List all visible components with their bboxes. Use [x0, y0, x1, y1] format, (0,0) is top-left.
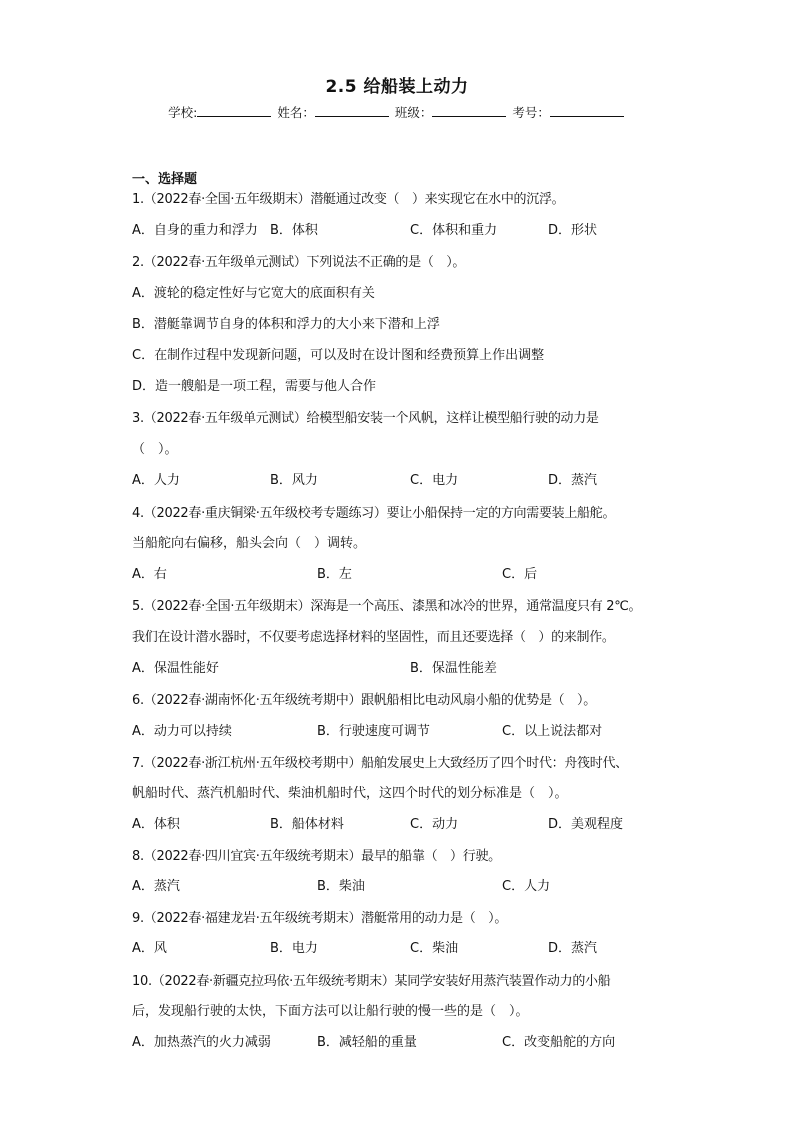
q2-option-a[interactable]: A．渡轮的稳定性好与它宽大的底面积有关	[132, 286, 375, 301]
question-2: 2.（2022春·五年级单元测试）下列说法不正确的是（ ）。	[132, 255, 466, 270]
q1-option-a[interactable]: A．自身的重力和浮力	[132, 223, 258, 238]
question-4-line-1: 4.（2022春·重庆铜梁·五年级校考专题练习）要让小船保持一定的方向需要装上船舵。	[132, 506, 616, 521]
worksheet-title: 2.5 给船装上动力	[325, 77, 469, 97]
q4-option-b[interactable]: B．左	[317, 567, 352, 582]
school-label: 学校:	[168, 105, 198, 120]
question-7-line-2: 帆船时代、蒸汽机船时代、柴油机船时代，这四个时代的划分标准是（ ）。	[132, 786, 568, 801]
q3-option-c[interactable]: C．电力	[410, 473, 459, 488]
q6-option-c[interactable]: C．以上说法都对	[502, 724, 603, 739]
q5-option-a[interactable]: A．保温性能好	[132, 661, 219, 676]
q1-option-d[interactable]: D．形状	[548, 223, 598, 238]
q8-option-c[interactable]: C．人力	[502, 879, 551, 894]
q9-option-d[interactable]: D．蒸汽	[548, 941, 598, 956]
q7-option-a[interactable]: A．体积	[132, 817, 180, 832]
question-5-line-1: 5.（2022春·全国·五年级期末）深海是一个高压、漆黑和冰冷的世界，通常温度只有 2℃。	[132, 599, 642, 614]
question-3-line-1: 3.（2022春·五年级单元测试）给模型船安装一个风帆，这样让模型船行驶的动力是	[132, 411, 599, 426]
q9-option-a[interactable]: A．风	[132, 941, 167, 956]
q6-option-b[interactable]: B．行驶速度可调节	[317, 724, 430, 739]
question-7-line-1: 7.（2022春·浙江杭州·五年级校考期中）船舶发展史上大致经历了四个时代：舟筏时代、	[132, 756, 628, 771]
q4-option-c[interactable]: C．后	[502, 567, 538, 582]
q3-option-a[interactable]: A．人力	[132, 473, 180, 488]
q1-option-b[interactable]: B．体积	[270, 223, 318, 238]
q2-option-d[interactable]: D．造一艘船是一项工程，需要与他人合作	[132, 379, 377, 394]
q5-option-b[interactable]: B．保温性能差	[410, 661, 497, 676]
exam-number-blank[interactable]	[550, 104, 624, 117]
q3-option-b[interactable]: B．风力	[270, 473, 318, 488]
question-1: 1.（2022春·全国·五年级期末）潜艇通过改变（ ）来实现它在水中的沉浮。	[132, 192, 565, 207]
q7-option-d[interactable]: D．美观程度	[548, 817, 624, 832]
student-info	[0, 103, 794, 121]
question-3-line-2: （ ）。	[132, 442, 178, 457]
q3-option-d[interactable]: D．蒸汽	[548, 473, 598, 488]
q2-option-b[interactable]: B．潜艇靠调节自身的体积和浮力的大小来下潜和上浮	[132, 317, 440, 332]
q9-option-c[interactable]: C．柴油	[410, 941, 459, 956]
q8-option-b[interactable]: B．柴油	[317, 879, 365, 894]
q1-option-c[interactable]: C．体积和重力	[410, 223, 498, 238]
q10-option-a[interactable]: A．加热蒸汽的火力减弱	[132, 1035, 271, 1050]
q7-option-c[interactable]: C．动力	[410, 817, 459, 832]
question-4-line-2: 当船舵向右偏移，船头会向（ ）调转。	[132, 536, 367, 551]
exam-number-label: 考号：	[512, 105, 550, 120]
q4-option-a[interactable]: A．右	[132, 567, 167, 582]
question-10-line-1: 10.（2022春·新疆克拉玛依·五年级统考期末）某同学安装好用蒸汽装置作动力的小船	[132, 974, 611, 989]
q10-option-c[interactable]: C．改变船舵的方向	[502, 1035, 616, 1050]
class-label: 班级：	[394, 105, 433, 120]
q8-option-a[interactable]: A．蒸汽	[132, 879, 180, 894]
name-label: 姓名：	[277, 105, 315, 120]
school-blank[interactable]	[197, 104, 271, 117]
question-8: 8.（2022春·四川宜宾·五年级统考期末）最早的船靠（ ）行驶。	[132, 849, 501, 864]
q7-option-b[interactable]: B．船体材料	[270, 817, 344, 832]
q6-option-a[interactable]: A．动力可以持续	[132, 724, 232, 739]
name-blank[interactable]	[315, 104, 389, 117]
q9-option-b[interactable]: B．电力	[270, 941, 318, 956]
question-5-line-2: 我们在设计潜水器时，不仅要考虑选择材料的坚固性，而且还要选择（ ）的来制作。	[132, 630, 615, 645]
section-heading: 一、选择题	[132, 172, 198, 187]
question-10-line-2: 后，发现船行驶的太快，下面方法可以让船行驶的慢一些的是（ ）。	[132, 1004, 529, 1019]
q2-option-c[interactable]: C．在制作过程中发现新问题，可以及时在设计图和经费预算上作出调整	[132, 348, 545, 363]
q10-option-b[interactable]: B．减轻船的重量	[317, 1035, 417, 1050]
question-6: 6.（2022春·湖南怀化·五年级统考期中）跟帆船相比电动风扇小船的优势是（ ）。	[132, 693, 596, 708]
question-9: 9.（2022春·福建龙岩·五年级统考期末）潜艇常用的动力是（ ）。	[132, 911, 508, 926]
class-blank[interactable]	[432, 104, 506, 117]
